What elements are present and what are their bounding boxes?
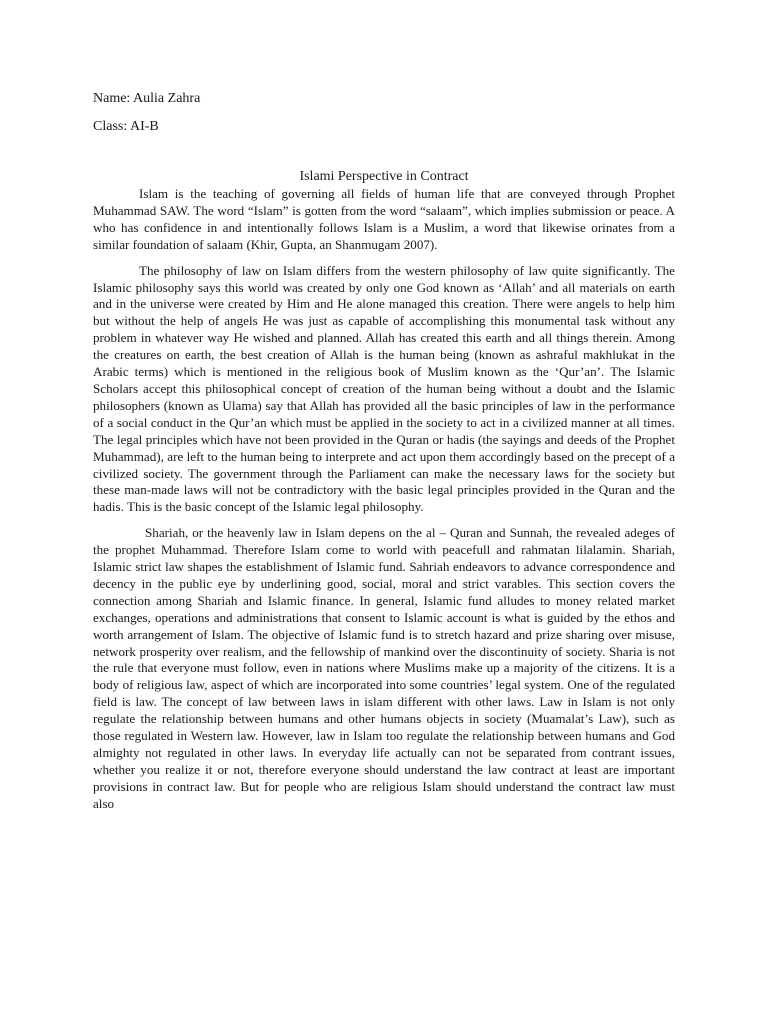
paragraph-3: Shariah, or the heavenly law in Islam depens on the al – Quran and Sunnah, the revealed adeges of the prophet Muhammad. Therefore Islam come to world with peacefull and rahmatan lilalamin. Shariah, Islamic strict law shapes the establishment of Islamic fund. Sahriah endeavors to advance correspondence and decency in the public eye by underlining good, social, moral and strict varables. This section covers the connection among Shariah and Islamic finance. In general, Islamic fund alludes to money related market exchanges, operations and administrations that consent to Islamic account is what is guided by the ethos and worth arrangement of Islam. The objective of Islamic fund is to stretch hazard and prize sharing over misuse, network prosperity over realism, and the fellowship of mankind over the discontinuity of society. Sharia is not the rule that everyone must follow, even in nations where Muslims make up a majority of the citizens. It is a body of religious law, aspect of which are incorporated into some countries’ legal system. One of the regulated field is law. The concept of law between laws in islam different with other laws. Law in Islam is not only regulate the relationship between humans and other humans objects in society (Muamalat’s Law), such as those regulated in Western law. However, law in Islam too regulate the relationship between humans and God almighty not regulated in other laws. In everyday life actually can not be separated from contrant issues, whether you realize it or not, therefore everyone should understand the law contract at least are important provisions in contract law. But for people who are religious Islam should understand the contract law must also (93, 525, 675, 811)
document-title: Islami Perspective in Contract (299, 169, 469, 184)
document-body (93, 186, 675, 1024)
paragraph-1: Islam is the teaching of governing all fields of human life that are conveyed through Prophet Muhammad SAW. The word “Islam” is gotten from the word “salaam”, which implies submission or peace. A who has confidence in and intentionally follows Islam is a Muslim, a word that likewise orinates from a similar foundation of salaam (Khir, Gupta, an Shanmugam 2007). (93, 186, 675, 252)
student-class: Class: AI-B (93, 119, 159, 134)
paragraph-2: The philosophy of law on Islam differs from the western philosophy of law quite significantly. The Islamic philosophy says this world was created by only one God known as ‘Allah’ and all materials on earth and in the universe were created by Him and He alone managed this creation. There were angels to help him but without the help of angels He was just as capable of accomplishing this monumental task without any problem in whatever way He wished and planned. Allah has created this earth and all things therein. Among the creatures on earth, the best creation of Allah is the human being (known as ashraful makhlukat in the Arabic terms) which is mentioned in the religious book of Muslim known as the ‘Qur’an’. The Islamic Scholars accept this philosophical concept of creation of the human being without a doubt and the Islamic philosophers (known as Ulama) say that Allah has provided all the basic principles of law in the performance of a social conduct in the Qur’an which must be applied in the society to act in a civilized manner at all times. The legal principles which have not been provided in the Quran or hadis (the sayings and deeds of the Prophet Muhammad), are left to the human being to interprete and act upon them accordingly based on the precept of a civilized society. The government through the Parliament can make the necessary laws for the society but these man-made laws will not be contradictory with the basic legal principles provided in the Quran and the hadis. This is the basic concept of the Islamic legal philosophy. (93, 262, 675, 515)
student-name: Name: Aulia Zahra (93, 91, 201, 106)
